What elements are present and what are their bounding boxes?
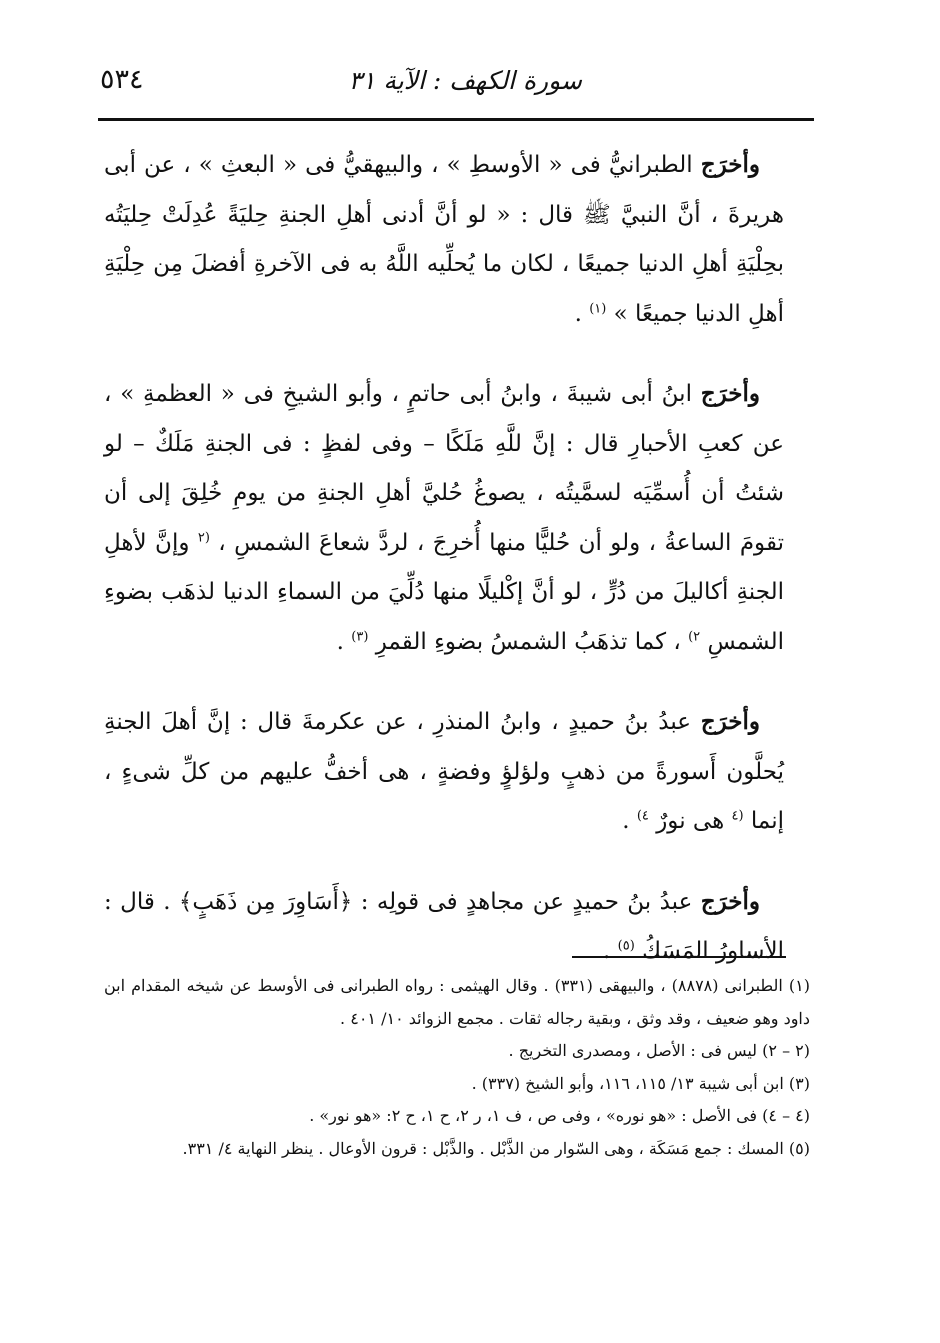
footnote-ref-5: (٥) [617, 938, 635, 954]
paragraph-text: ، كما تذهَبُ الشمسُ بضوءِ القمرِ [368, 628, 689, 655]
paragraph-2 [104, 369, 784, 667]
paragraph-1 [104, 140, 784, 339]
paragraph-end: . [603, 938, 618, 964]
paragraph-text: الطبرانيُّ فى « الأوسطِ » ، والبيهقيُّ فى « البعثِ » ، عن أبى هريرةَ ، أنَّ النبيَّ ﷺ قال : « لو أنَّ أدنى أهلِ الجنةِ حِليَةً عُدِلَتْ حِليَتُه بحِلْيَةِ أهلِ الدنيا جميعًا ، لكان ما يُحلِّيه اللَّهُ به فى الآخرةِ أفضلَ مِن حِلْيَةِ أهلِ الدنيا جميعًا » [104, 152, 784, 327]
running-title: سورة الكهف : الآية ٣١ [348, 66, 582, 95]
footnote-1: (١) الطبرانى (٨٨٧٨) ، والبيهقى (٣٣١) . وقال الهيثمى : رواه الطبرانى فى الأوسط عن شيخه المقدام ابن داود وهو ضعيف ، وقد وثق ، وبقية رجاله ثقات . مجمع الزوائد ١٠/ ٤٠١ . [104, 976, 810, 1028]
paragraph-text: عبدُ بنُ حميدٍ عن مجاهدٍ فى قولِه : ﴿أَسَاوِرَ مِن ذَهَبٍ﴾ . قال : الأساورُ المَسَكُ [104, 888, 784, 964]
footnote-4: (٤ – ٤) فى الأصل : «هو نوره» ، وفى ص ، ف ١، ر ٢، ح ١، ح ٢: «هو نور» . [309, 1106, 810, 1125]
page-header [100, 64, 812, 106]
paragraph-text: وإنَّ لأهلِ الجنةِ أكاليلَ من دُرٍّ ، لو أنَّ إكْليلًا منها دُلِّيَ من السماءِ الدنيا لذهَب بضوءِ الشمسِ [104, 529, 784, 655]
footnote-3: (٣) ابن أبى شيبة ١٣/ ١١٥، ١١٦، وأبو الشيخ (٣٣٧) . [471, 1073, 810, 1093]
footnote-ref-4-close: ٤) [636, 808, 649, 824]
paragraph-text: ابنُ أبى شيبةَ ، وابنُ أبى حاتمٍ ، وأبو الشيخِ فى « العظمةِ » ، عن كعبِ الأحبارِ قال : إنَّ للَّهِ مَلَكًا – وفى لفظٍ : فى الجنةِ مَلَكٌ – لو شئتُ أن أُسمِّيَه لسمَّيتُه ، يصوغُ حُليَّ أهلِ الجنةِ من يومِ خُلِقَ إلى أن تقومَ الساعةُ ، ولو أن حُليًّا منها أُخرِجَ ، لردَّ شعاعَ الشمسِ ، [104, 381, 784, 556]
paragraph-end: . [622, 808, 637, 834]
paragraph-lead: وأخرَج [700, 380, 760, 407]
paragraph-end: . [336, 628, 352, 655]
paragraph-3 [104, 697, 784, 847]
footnote-ref-2-open: (٢ [197, 529, 210, 545]
footnote-ref-1: (١) [589, 300, 607, 316]
footnote-separator [572, 956, 786, 958]
paragraph-lead: وأخرَج [700, 887, 760, 915]
paragraph-lead: وأخرَج [700, 151, 760, 178]
paragraph-text: هى نورٌ [648, 808, 732, 834]
page-number: ٥٣٤ [100, 64, 144, 95]
paragraph-4 [104, 877, 784, 977]
paragraph-text: عبدُ بنُ حميدٍ ، وابنُ المنذرِ ، عن عكرمةَ قال : إنَّ أهلَ الجنةِ يُحلَّون أَسورةً من ذهبٍ ولؤلؤٍ وفضةٍ ، هى أخفُّ عليهم من كلِّ شىءٍ ، إنما [104, 709, 784, 834]
main-text [104, 140, 784, 1007]
footnotes [104, 970, 810, 1165]
paragraph-end: . [574, 300, 590, 327]
footnote-ref-4-open: (٤ [731, 808, 744, 824]
paragraph-lead: وأخرَج [700, 708, 760, 735]
footnote-2: (٢ – ٢) ليس فى : الأصل ، ومصدرى التخريج . [508, 1041, 810, 1060]
footnote-ref-2-close: ٢) [688, 628, 701, 644]
footnote-ref-3: (٣) [351, 628, 369, 644]
header-rule [98, 118, 814, 121]
footnote-5: (٥) المسك : جمع مَسَكَة ، وهى السّوار من الذَّبْل . والذَّبْل : قرون الأوعال . ينظر النهاية ٤/ ٣٣١. [182, 1138, 810, 1158]
